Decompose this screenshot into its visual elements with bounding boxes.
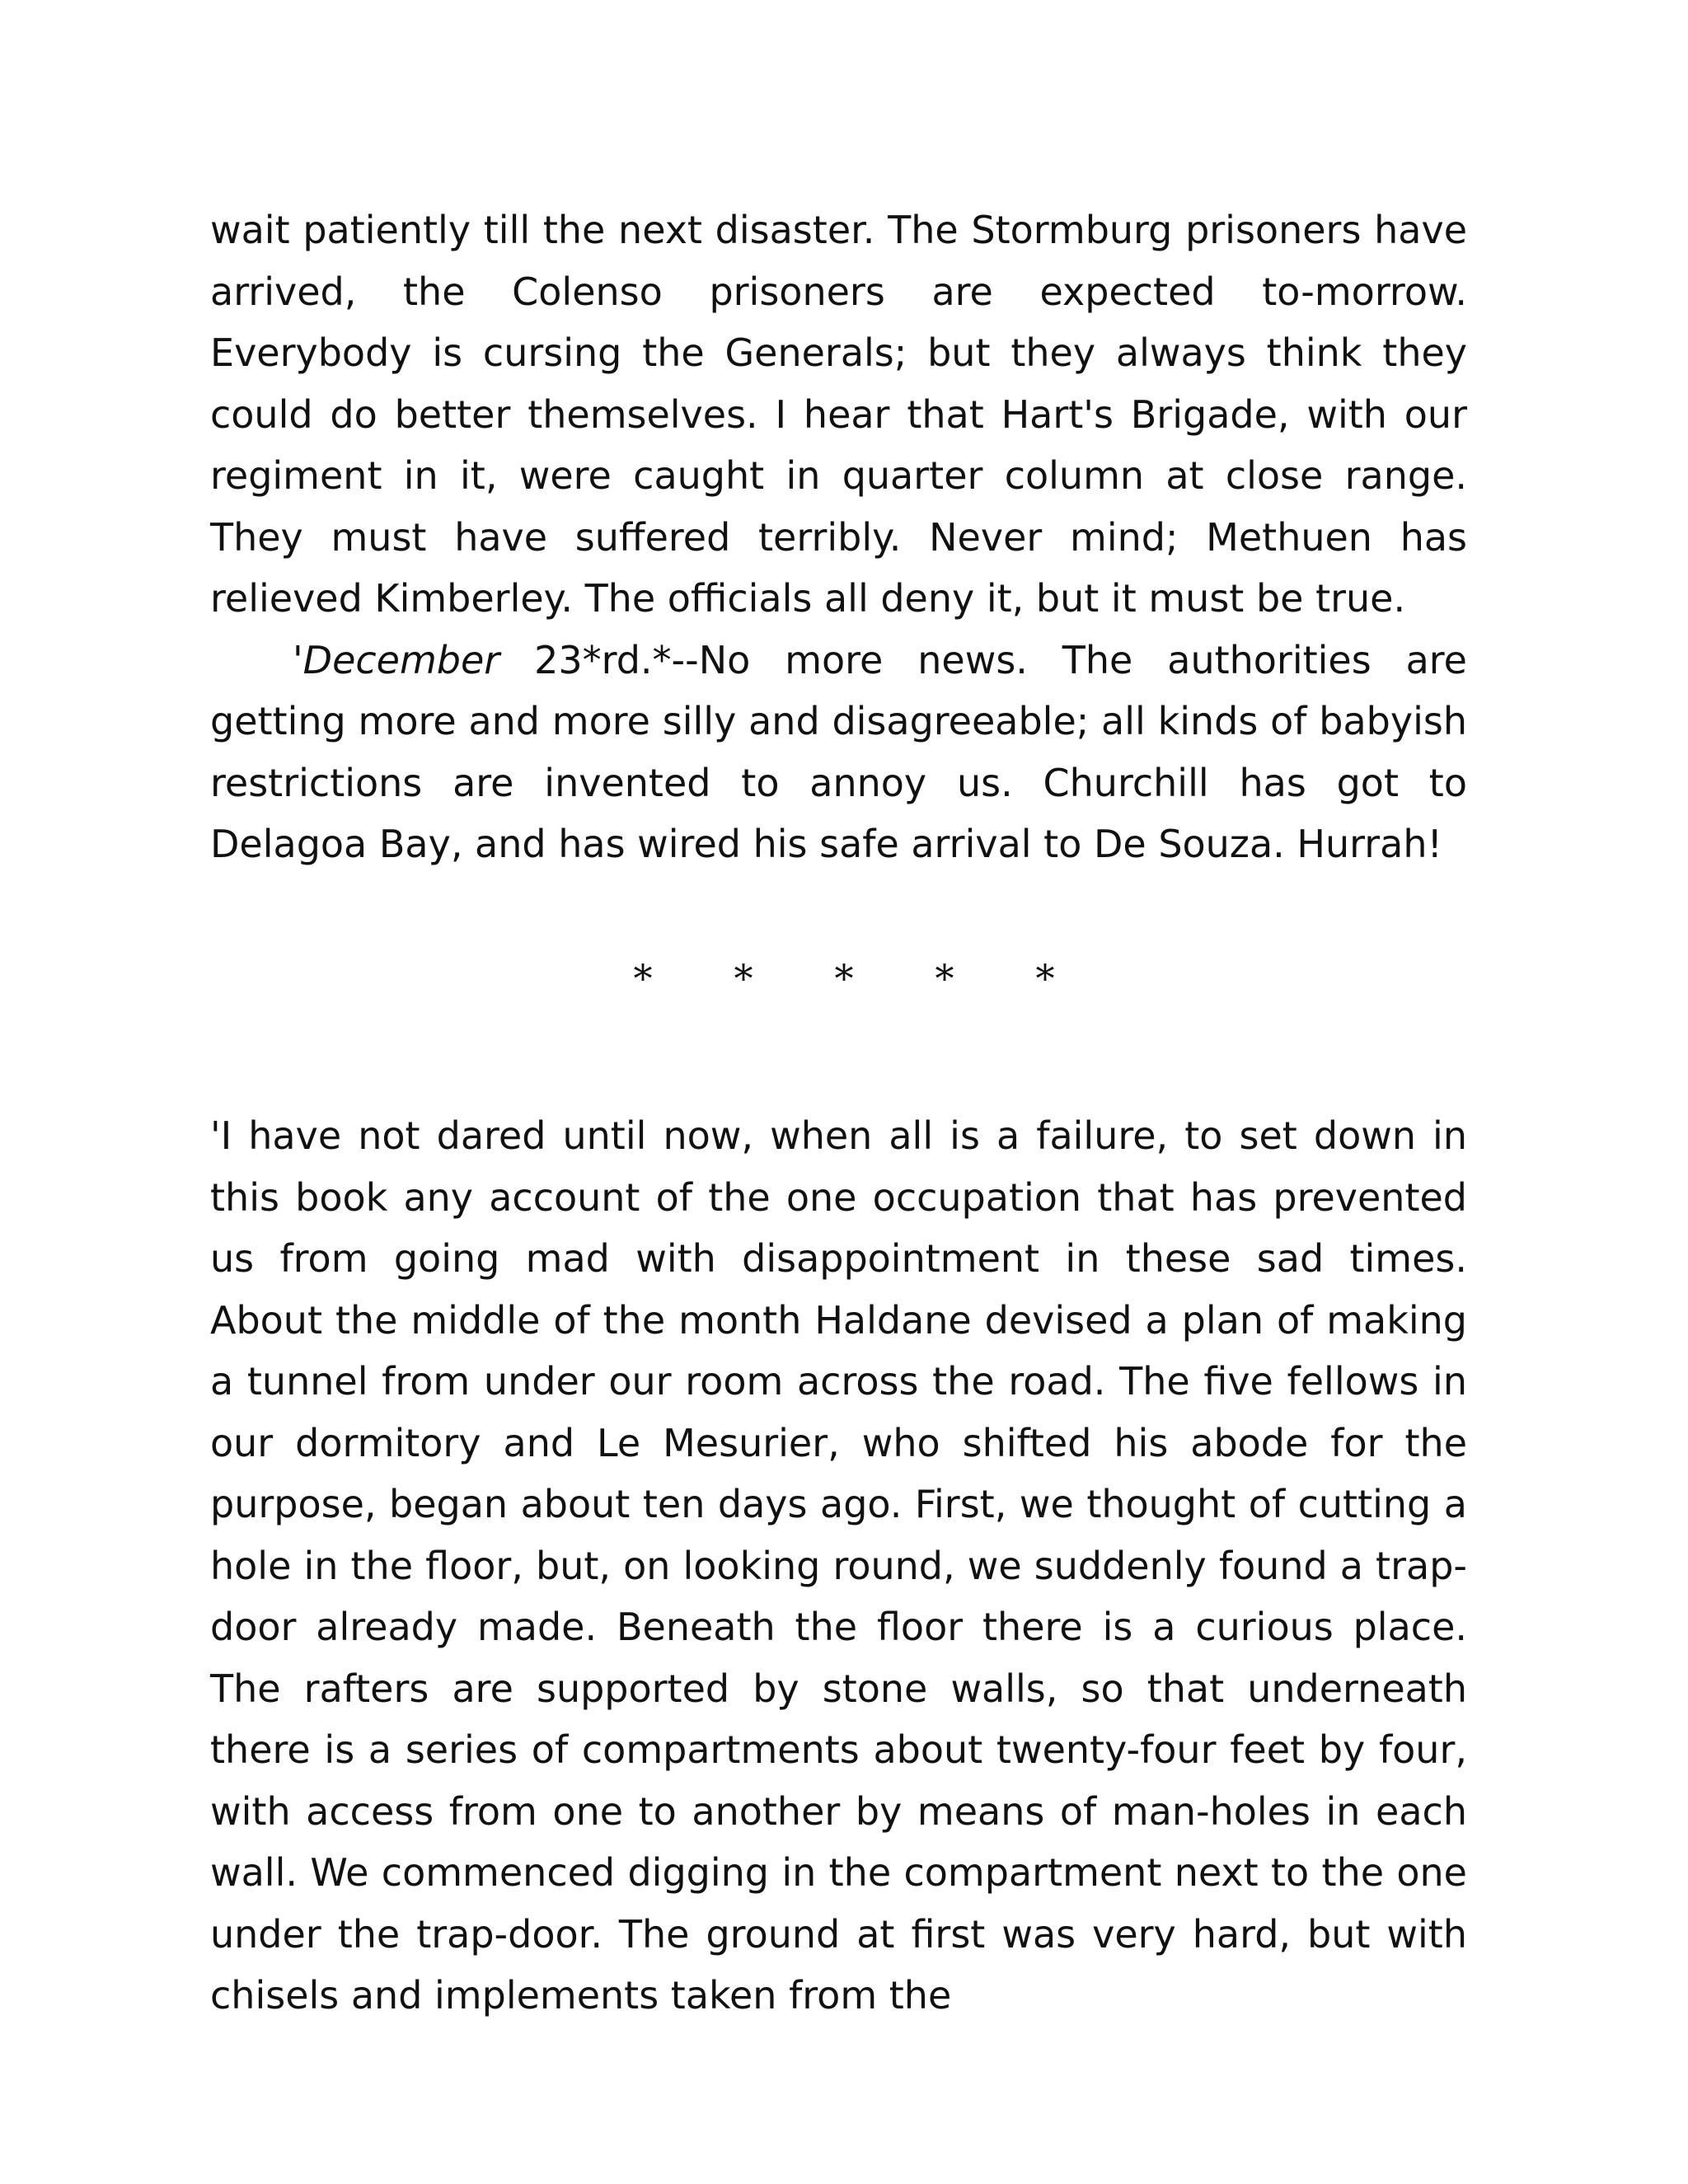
entry-text: 23*rd.*--No more news. The authorities are getting more and more silly and disagreeable; all kinds of babyish restrictions are invented to annoy us. Churchill has got to Delagoa Bay, and has wired his safe arrival to De Souza. Hurrah! [210,637,1467,866]
separator-star: * [734,956,753,1001]
paragraph-tunnel: 'I have not dared until now, when all is a failure, to set down in this book any account of the one occupation that has prevented us from going mad with disappointment in these sad times. About the middle of the month Haldane devised a plan of making a tunnel from under our room across the road. The five fellows in our dormitory and Le Mesurier, who shifted his abode for the purpose, began about ten days ago. First, we thought of cutting a hole in the floor, but, on looking round, we suddenly found a trap-door already made. Beneath the floor there is a curious place. The rafters are supported by stone walls, so that underneath there is a series of compartments about twenty-four feet by four, with access from one to another by means of man-holes in each wall. We commenced digging in the compartment next to the one under the trap-door. The ground at first was very hard, but with chisels and implements taken from the [210,1113,1467,2018]
section-separator [0,956,1688,1001]
quote-mark: ' [293,637,303,682]
text-section-bottom [210,1105,1467,2027]
text-section-top [210,199,1467,875]
separator-star: * [633,956,653,1001]
italic-date: December [302,637,500,682]
paragraph-december-entry [210,630,1467,875]
separator-star: * [935,956,954,1001]
separator-star: * [1035,956,1055,1001]
separator-star: * [834,956,854,1001]
paragraph-continued: wait patiently till the next disaster. The Stormburg prisoners have arrived, the Colenso prisoners are expected to-morrow. Everybody is cursing the Generals; but they always think they could do better themselves. I hear that Hart's Brigade, with our regiment in it, were caught in quarter column at close range. They must have suffered terribly. Never mind; Methuen has relieved Kimberley. The officials all deny it, but it must be true. [210,208,1467,621]
